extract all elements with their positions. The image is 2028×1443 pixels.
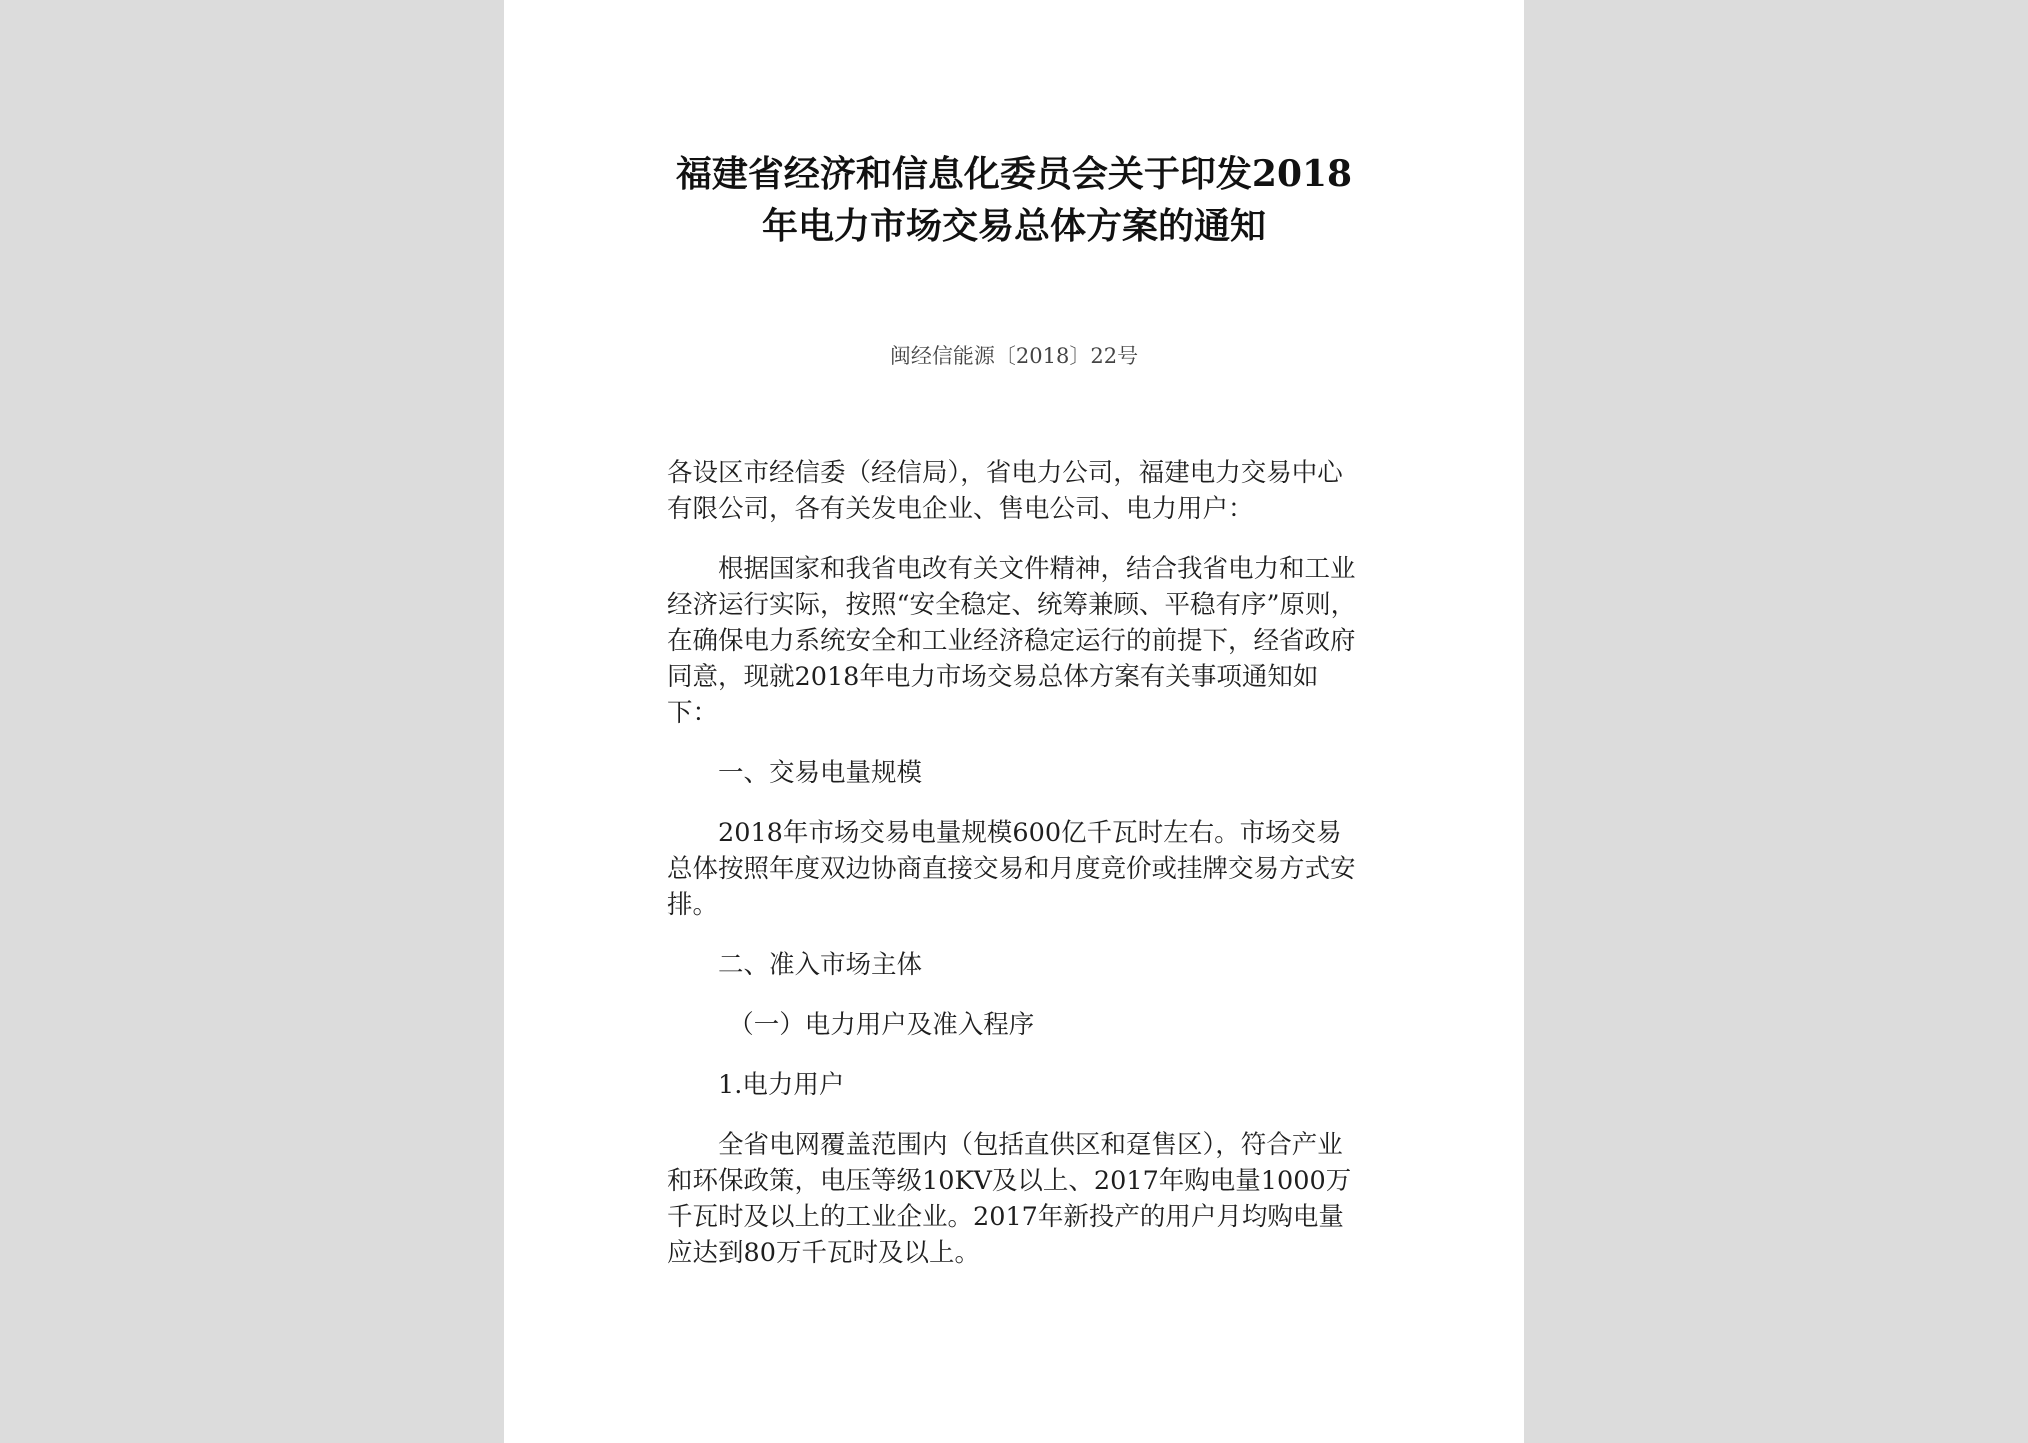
section-2-item-1-paragraph: 全省电网覆盖范围内（包括直供区和趸售区），符合产业和环保政策，电压等级10KV及以上、2017年购电量1000万千瓦时及以上的工业企业。2017年新投产的用户月均购电量应达到80万千瓦时及以上。 xyxy=(667,1130,1352,1268)
section-1-paragraph: 2018年市场交易电量规模600亿千瓦时左右。市场交易总体按照年度双边协商直接交易和月度竞价或挂牌交易方式安排。 xyxy=(667,818,1356,920)
document-body xyxy=(667,455,1367,1271)
title-line-1: 福建省经济和信息化委员会关于印发2018 xyxy=(675,153,1353,195)
document-number: 闽经信能源〔2018〕22号 xyxy=(889,344,1139,368)
section-2-heading: 二、准入市场主体 xyxy=(718,950,923,980)
title-line-2: 年电力市场交易总体方案的通知 xyxy=(761,205,1266,247)
intro-paragraph: 根据国家和我省电改有关文件精神，结合我省电力和工业经济运行实际，按照“安全稳定、统筹兼顾、平稳有序”原则，在确保电力系统安全和工业经济稳定运行的前提下，经省政府同意，现就2018年电力市场交易总体方案有关事项通知如下： xyxy=(667,554,1357,728)
salutation: 各设区市经信委（经信局），省电力公司，福建电力交易中心有限公司，各有关发电企业、售电公司、电力用户： xyxy=(667,458,1343,524)
document-title xyxy=(664,148,1364,252)
section-2-item-1-heading: 1.电力用户 xyxy=(718,1070,845,1100)
document-page xyxy=(504,0,1524,1443)
section-2-subheading: （一）电力用户及准入程序 xyxy=(728,1010,1035,1040)
section-1-heading: 一、交易电量规模 xyxy=(718,758,923,788)
